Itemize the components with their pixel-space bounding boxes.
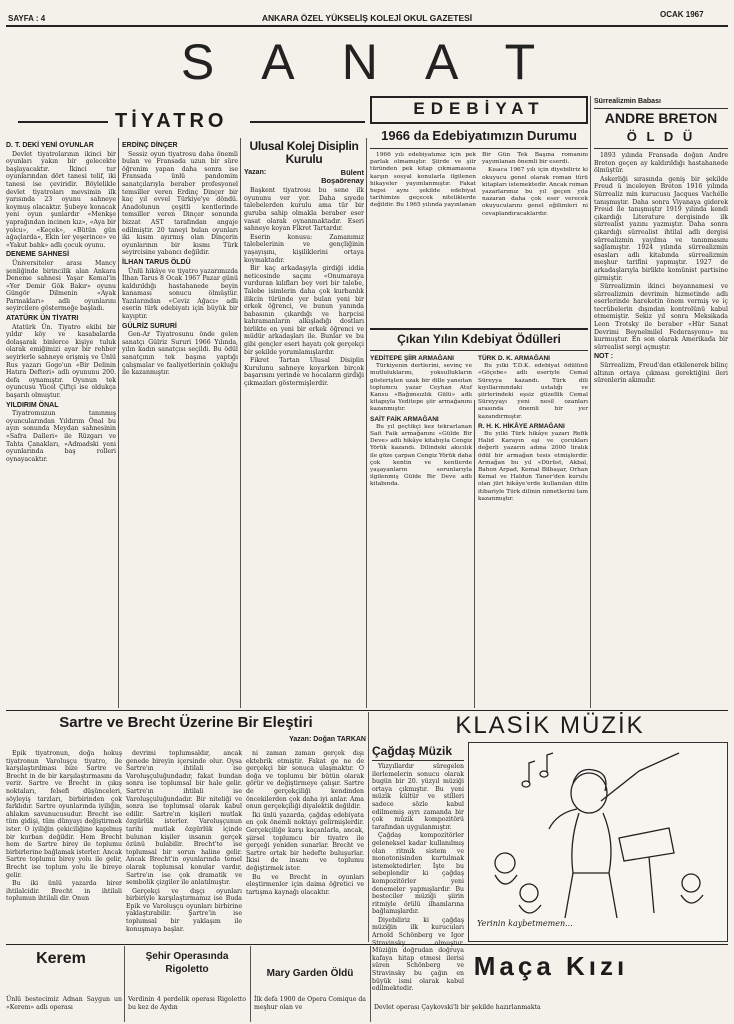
article-text: Bir kaç arkadaşıyla girdiği iddia neticesinde saçını «Onumaraya vurduran kılıfları bey veri bir talebe, Talebe isimlerin daha çok kurbanlık ilikcin türünde yer bulan yeni bir erkek öğrenci, ve bunun yanında babasının çıkardığı ve harpcisi kahramanların alkışladığı dostları birlikte en yeni bir erkek öğrenci ve müdür arkadaşları ile. Bunlar ve bu gibi gençler eseri hayatı çok gerçekçi bir şekilde yorumlamışlardır. bbox=[244, 265, 364, 356]
article-text: Yüzyıllardır süregelen ilerlemelerin sonucu olarak bugün bir 20. yüzyıl müziği ortaya çıkmıştır. Bu yeni müzik kültür ve stilleri sadece sözle kabul edilmemiş ayrı zamanda bir çok müzik kompozitörü tarafından uygulanmıştır. bbox=[372, 763, 464, 831]
col-divider-1 bbox=[118, 138, 119, 708]
col-divider-4 bbox=[474, 400, 475, 708]
breton-rule-bottom bbox=[594, 148, 728, 149]
sartre-col3 bbox=[246, 750, 364, 940]
column-disiplin bbox=[244, 140, 364, 705]
award-heading: TÜRK D. K. ARMAĞANI bbox=[478, 355, 550, 362]
article-text: Çağdaş kompozitörler geleneksel kadar kullanılmış olan ritmik sistem ve monotonisinden kurtulmak istemektedirler. İşte bu sebeplendir ki çağdaş kompozitörler yeni denemeler yapmışlardır. Bu besteciler müziği şiirin ritmiyle örülü ilhamlarına bağlamışlardır. bbox=[372, 832, 464, 916]
article-text: Diyebiliriz ki çağdaş müziğin ilk kurucuları Arnold Schönberg ve Igor Stravinsky olmuştur. Müziğin doğrudan doğruya kafaya hitap etmesi ilerisi süren Schönberg ve Stravinsky bu çağın en büyük ismi olarak kabul edilmektedir. bbox=[372, 916, 464, 993]
col-divider-3 bbox=[366, 138, 367, 708]
article-text: 1966 yılı edebiyatımız için pek parlak olmamıştır. Şiirde ve şiir türünden pek kitap çıkmamasına karşın sosyal konularla ilgilenen hikayeler yayımlanmıştır. Fakat hepsi aynı şekilde edebiyat tarihimize geçecek niteliklerde değildir. Bu 1965 yılında yayınlanan Bir Gün Tek Başına romanını yayımlanan önemli bir eserdi. bbox=[370, 152, 588, 209]
edebiyat-durum-text bbox=[370, 152, 588, 324]
byline-author: Doğan TARKAN bbox=[313, 736, 366, 743]
article-heading: DENEME SAHNESİ bbox=[6, 251, 70, 259]
byline-label: Yazan: bbox=[244, 169, 267, 176]
section-tiyatro: TİYATRO bbox=[115, 110, 228, 132]
article-text: devrimi toplumsaldır, ancak genede bireyin içersinde olur. Oysa Sartre'ın ihtilali ise Varoluşçuluğundadır, fakat bundan sonra ise toplumsal bir hale gelir. Sartre'ın ihtilali ise Varoluşçuluğundadır. Bir niteliği ve sonra ise toplumsal olarak kabul edilir. Sartre'ın kişileri mutlak özgürlük isterler. Varoluşçunun tarihi mutlak özgürlük içinde bulunan kişiler insanın gerçek özünü bulabilir. Brecht'te ise toplumsal bir sorun haline gelir. Ancak Brecht'in oyunlarında temel olarak toplumsal konular vardır, Sartre'ın ise çok dramatik ve sembolik çizgiler ile anlatılmıştır. bbox=[126, 750, 242, 887]
maca-title: Maça Kızı bbox=[473, 951, 629, 981]
breton-rule-top bbox=[594, 108, 728, 109]
cartoon-caption: Yerinin kaybetmemen... bbox=[477, 919, 573, 928]
col-divider-2 bbox=[240, 138, 241, 708]
article-text: Ünlü hikâye ve tiyatro yazarımızda İlhan Tarus 8 Ocak 1967 Pazar günü kaldırıldığı hastahanede beyin kanaması sonucu ölmüştür. Yazılarından «Ceviz Ağacı» adlı eserin türk edebiyatı için büyük bir kayıptır. bbox=[122, 267, 238, 321]
award-heading: R. H. K. HİKÂYE ARMAĞANI bbox=[478, 422, 565, 430]
odul-right-column bbox=[478, 353, 588, 705]
conductor-cartoon bbox=[468, 742, 728, 942]
article-text: Sürrealizm, Freud'dan etkilenerek bilinç altının ortaya çıkması gerektiğini ileri sürenlerin akımıdır. bbox=[594, 362, 728, 385]
breton-subtitle: Ö L D Ü bbox=[626, 129, 696, 144]
article-text: ni zaman zaman gerçek dışı ektebrik etmiştir. Fakat ge ne de gerçekçi bir sonuca ulaşmaktır. O doğa ve toplumu bir bütün olarak görür ve değiştirmeye çalışır. Sartre de gerçekçiliği kendinden öncekilerden çok daha iyi anlar. Ama onun gerçekçiliği diyalektik değildir. bbox=[246, 750, 364, 811]
article-text: Sessiz oyun tiyatrosu daha önemli bulan ve Fransada uzun bir süre öğrenim yapan daha sonra ise Fransada ünlü pandomim sanatçılarıyla beraber profesyonel temsiller veren Erdinç Dinçer bir kaç yıl evvel Türkiye'ye döndü. Anadolunun çeşitli kentlerinde temsiller veren Dinçer sonunda bizzat AST tarafından angaje edilmiştir. 20 taneyi bulan oyunları iki kısım ayırmış olan Dinçerin oyunlarının bir kısmı Türk seyircisine yabancı değildir. bbox=[122, 150, 238, 257]
tiyatro-rule-left bbox=[18, 121, 108, 123]
cagdas-text bbox=[372, 763, 464, 993]
sartre-col2 bbox=[126, 750, 242, 940]
article-text: Bu yılki Türk hikâye yazarı Refik Halid Karayın eşi ve çocukları değerli yazarın adına 2000 liralık ödül bir armağan tesis etmişlerdir. Armağan bu yıl «Dürüst, Akbal, Bahon Arpad, Kemal Bilbaşar, Orhan Kemal ve Haldun Taner'den kurulu olan jüri hikâye'erde kullanılan dilin itibariyle Türk dilinin nimetlerini tam kazanmıştır. bbox=[478, 431, 588, 502]
article-text: Başkent tiyatrosu bu sene ilk oyununu ver yor. Daha sıyede talebelerden kurulu ama tür bir guruba sahip olmakla beraber eser vasat olarak oynanmaktadır. Eseri sahneye koyan Fikret Tartardır. bbox=[244, 187, 364, 233]
byline bbox=[244, 169, 364, 184]
section-klasik: KLASİK MÜZİK bbox=[455, 712, 645, 739]
sartre-col1 bbox=[6, 750, 122, 940]
sartre-byline bbox=[200, 736, 366, 743]
article-heading: GÜLRİZ SURURİ bbox=[122, 322, 177, 330]
sartre-divider bbox=[368, 712, 369, 942]
article-text: Sürrealizmin ikinci beyannamesi ve sürrealizmin devrimin hizmetinde adlı eserlerinde hareketin önem vermiş ve iç tecrübelerin dışından kontrolünü kabul etmemiştir. Sekiz yıl sonra Meksikada Leon Trotsky ile beraber «Hür Sanat Devrimi Beynelmilel Federasyonu» nu kurmuştur. En son olarak Amerikada bir sürrealist sergi açmıştır. bbox=[594, 283, 728, 351]
kerem-text: Ünlü bestecimiz Adnan Saygun un «Kerem» adlı operası bbox=[6, 996, 122, 1011]
award-heading: SAİT FAİK ARMAĞANI bbox=[370, 415, 439, 423]
article-text: Gerçekçi ve dışçı oyunları birbiriyle karşılaştırmamız ise Buda Epik ve Varoluşçu oyunları birbirine yaklaştırabilir. Şartre'in ise toplumsal bir yaklaşım ile konuşmaya başlar. bbox=[126, 887, 242, 933]
mary-text: İlk defa 1900 de Opera Comique da meşhur olan ve bbox=[254, 996, 366, 1011]
article-text: Bu iki ünlü yazarda birer ihtilalcidir. Brecht in ihtilali toplumun ihtilali dir. Onun bbox=[6, 880, 122, 903]
section-banner: S A N A T bbox=[180, 34, 554, 90]
breton-kicker: Sürrealizmin Babası bbox=[594, 98, 661, 105]
bottom-divider-2 bbox=[250, 946, 251, 1022]
article-text: İki ünlü yazarda, çağdaş edebiyata en çok önemli noktayı gelirmişlerdir. Gerçekçiliğe karşı kaçanlarla, ancak, şiirsel toplumcu bir tiyatro ile gerçeği yeniden sunarlar. Brecht ve Sartre ortak bir hedefte buluşurlar. İkisi de insanı ve toplumu değiştirmek ister. bbox=[246, 811, 364, 872]
article-text: Kısaca 1967 yılı için diyebiliriz ki okuyucu genel olarak roman türü kitapları istemektedir. Ancak roman yazarlarımız bu yıl geçen yıla nazaran daha çok eser verecek okuyucularını genel eğilimleri ni cevaplandıracaklardır. bbox=[482, 167, 588, 217]
sartre-title: Sartre ve Brecht Üzerine Bir Eleştiri bbox=[59, 714, 313, 731]
note-label: NOT : bbox=[594, 353, 614, 361]
conductor-illustration bbox=[469, 743, 727, 941]
article-text: Gen-Ar Tiyatrosunu önde gelen sanatçı Gülriz Sururi 1966 Yılında, yılın kadın sanatçısı seçildi. Bu ödül sanatçının tek başına yaptığı çalışmalar ve faaliyetlerinin çokluğu ile kazanmıştır. bbox=[122, 331, 238, 377]
edebiyat-title-rule bbox=[370, 148, 588, 149]
breton-title: ANDRE BRETON bbox=[604, 110, 718, 126]
cagdas-rule bbox=[372, 760, 464, 761]
bottom-rule bbox=[6, 944, 728, 945]
article-text: Tiyatromuzun tanınmış oyuncularından Yıldırım Önal bu ayın sonunda Meydan sahnesinin «Safra Dalleri» ile Rüzgarı ve Tahta Çanakları, «Admadski yeni oyunlarında baş rolleri oynayacaktır. bbox=[6, 410, 116, 463]
article-text: Askerliği sırasında geniş bir şekilde Freud ü inceleyen Breton 1916 yılında Sürrealiz min kurucusu Jacques Vachélle tanışmıştır. Daha sonra Viyanaya giderek Freud ile tanışmıştır 1919 yılında kendi çıkardığı Literature dergisinde ilk sürrealist yazını yazmıştır. Daha sonra çıkardığı sürrealist ihtilal adlı dergisi sürrealizmin yayılma ve tanınmasını sağlamıştır. 1924 yılında sürrealizmin esasları adlı kitabında sürrealizmin meşhur tarifini yapmıştır. 1927 de arkadaşlarıyla birlikte komünist partisine girmiştir. bbox=[594, 175, 728, 282]
article-title: Ulusal Kolej Disiplin Kurulu bbox=[249, 139, 359, 166]
article-heading: YILDIRIM ÖNAL bbox=[6, 401, 59, 409]
page-number: SAYFA : 4 bbox=[8, 14, 46, 23]
col-divider-5 bbox=[590, 96, 591, 708]
article-text: Fikret Tartan Ulusal Disiplin Kurulunu sahneye koyarken birçok başarısını yerinde ve hocaların girdiği çıkmazları göstermişlerdir. bbox=[244, 357, 364, 388]
tiyatro-rule-right bbox=[250, 121, 365, 123]
edebiyat-title: 1966 da Edebiyatımızın Durumu bbox=[381, 128, 577, 143]
article-text: 1893 yılında Fransada doğan Andre Breton geçen ay kaldırıldığı hastahanede ölmüştür. bbox=[594, 152, 728, 175]
bottom-divider-1 bbox=[124, 946, 125, 1022]
paper-name: ANKARA ÖZEL YÜKSELİŞ KOLEJİ OKUL GAZETESİ bbox=[261, 13, 473, 23]
article-heading: D. T. DEKİ YENİ OYUNLAR bbox=[6, 142, 94, 149]
article-text: Bu yılki T.D.K. edebiyat ödülünü «Göçebe» adlı eseriyle Cemal Süreyya kazandı. Türk dili kıyıllarınındaki ustalığı ve şiirlerindeki eşsiz güzellik Cemal Süreyyayı yeni nesil ozanları arasında önemli bir yer kazandırmıştır. bbox=[478, 363, 588, 420]
sehir-title: Şehir Operasında Rigoletto bbox=[145, 951, 229, 975]
article-heading: ATATÜRK ÜN TİYATRI bbox=[6, 315, 79, 323]
breton-text bbox=[594, 152, 728, 705]
award-heading: YEDİTEPE ŞİİR ARMAĞANI bbox=[370, 355, 454, 362]
article-heading: ERDİNÇ DİNÇER bbox=[122, 142, 178, 149]
odul-left-column bbox=[370, 353, 472, 705]
article-text: Türkiyenin dertlerini, sevinç ve mutluluklarını, yoksullukların gösterişten uzak bir dille yansıtan toplumcu yazar Ceyhan Atuf Kansu «Bağımsızlık Gülü» adlı kitapıyla Yeditepe şiir armağanını kazanmıştır. bbox=[370, 363, 472, 413]
column-tiyatro-news bbox=[6, 140, 116, 705]
article-text: Bu yıl geçtikçi kez tekrarlanan Sait Faik armağanını «Gülde Bir Deve» adlı hikâye kitabıyla Cengiz Yörük kazandı. Dilindeki akıcılık ile göze çarpan Cengiz Yörük daha çok kentin ve kentlerde yaşayanların sorunlarıyla ilgilenmiş Gülde Bir Deve adlı kitabında. bbox=[370, 423, 472, 488]
article-text: Devlet tiyatrolarının ikinci bir oyunları yakın bir gelecekte başlayacaktır. İkinci tur oyunlarından dört tanesi telif, iki tanesi ise çeviridir. Böylelikle devlet tiyatroları mevsimin ilk yarısında 23 oyunu sahneye koymuş olacaktır. Şubeye konacak yeni oyun şunlardır «Menkşe yaprağından incinen kız», «Aya bir yolcu», «Keçek», «Bütün gün ağaçlarda», Ekin ler yeşerince» ve «Yakut bahk» adlı çocuk oyunu. bbox=[6, 150, 116, 249]
article-text: Üniversiteler arası Mancy şenliğinde birincilik alan Ankara Deneme sahnesi Yaşar Kemal'in «Yer Demir Gök Bakır» oyunu Güngör Dilmenin «Ayak Parmakları» adlı oyunlarını seyircilere göstermeğe başladı. bbox=[6, 259, 116, 313]
article-heading: İLHAN TARUS ÖLDÜ bbox=[122, 258, 191, 266]
odul-heading: Çıkan Yılın Kdebiyat Ödülleri bbox=[397, 332, 561, 346]
mid-rule bbox=[6, 710, 728, 711]
issue-date: OCAK 1967 bbox=[660, 10, 704, 19]
article-text: Epik tiyatronun, doğa hokuş tiyatronun Varoluşçu tiyatro, ile karşılaştırılması bize Sartre ve Brecht in de bir karşılaştırmasını da verir. Sartre ve Brecht in çıkış noktaları, felsefi düşünceleri, söyleyiş tarzları, birbirinden çok farklıdır. Sartre oyunlarında iyiliğin, ahlakın savunucusudur. Brecht ise tüm gidişi, tüm dünyayı değiştirmek ister. O iyiliğin çekiciliğine kapılmış bir kurban değildir. Hem Brecht hem de Sartre birey ile toplumu birbirlerine bağlamak isterler. Ancak Sartre toplumu birey yolu ile gelir, Brecht ise toplum yolu ile bireye gelir. bbox=[6, 750, 123, 879]
maca-text: Devlet operası Çaykovski'li bir şekilde hazırlanmakta bbox=[374, 1004, 541, 1011]
kerem-title: Kerem bbox=[36, 950, 86, 967]
section-edebiyat: EDEBİYAT bbox=[413, 99, 545, 118]
odul-rule-bottom bbox=[370, 350, 588, 351]
odul-rule-top bbox=[370, 328, 588, 330]
cagdas-title: Çağdaş Müzik bbox=[372, 744, 453, 758]
byline-label: Yazan: bbox=[289, 736, 312, 743]
mary-title: Mary Garden Öldü bbox=[266, 968, 354, 979]
article-text: Atatürk Ün. Tiyatro ekibi bir yıldır köy ve kasabalarda dolaşarak binlerce kişiye tuluk olarak emiğimizi ayar bir rehber seyirlerle sahneye erişmiş ve Ünlü Rus yazarı Gogo'un «Bir Delinin Hatıra Defteri» adlı oyununu 200. defa oynamıştır. Oyunun tek oyuncusu Yücel Çiftçi ise oldukça başarılı olmuştur. bbox=[6, 323, 116, 399]
article-text: Bu ve Brecht in oyunları eleştirmenler için daima öğretici ve tartışma kaynağı olacaktır. bbox=[246, 873, 364, 896]
bottom-divider-3 bbox=[370, 946, 371, 1022]
byline-author: Bülent Boşaörenay bbox=[321, 168, 364, 185]
article-text: Eserin konusu: Zamanımız talebelerinin ve gençliğinin yaşayışını, kişiliklerini ortaya koymaktadır. bbox=[244, 233, 364, 264]
column-erdinc bbox=[122, 140, 238, 705]
masthead-rule bbox=[6, 25, 728, 27]
sehir-text: Verdinin 4 perdelik operası Rigoletto bu kez de Aydın bbox=[128, 996, 246, 1011]
